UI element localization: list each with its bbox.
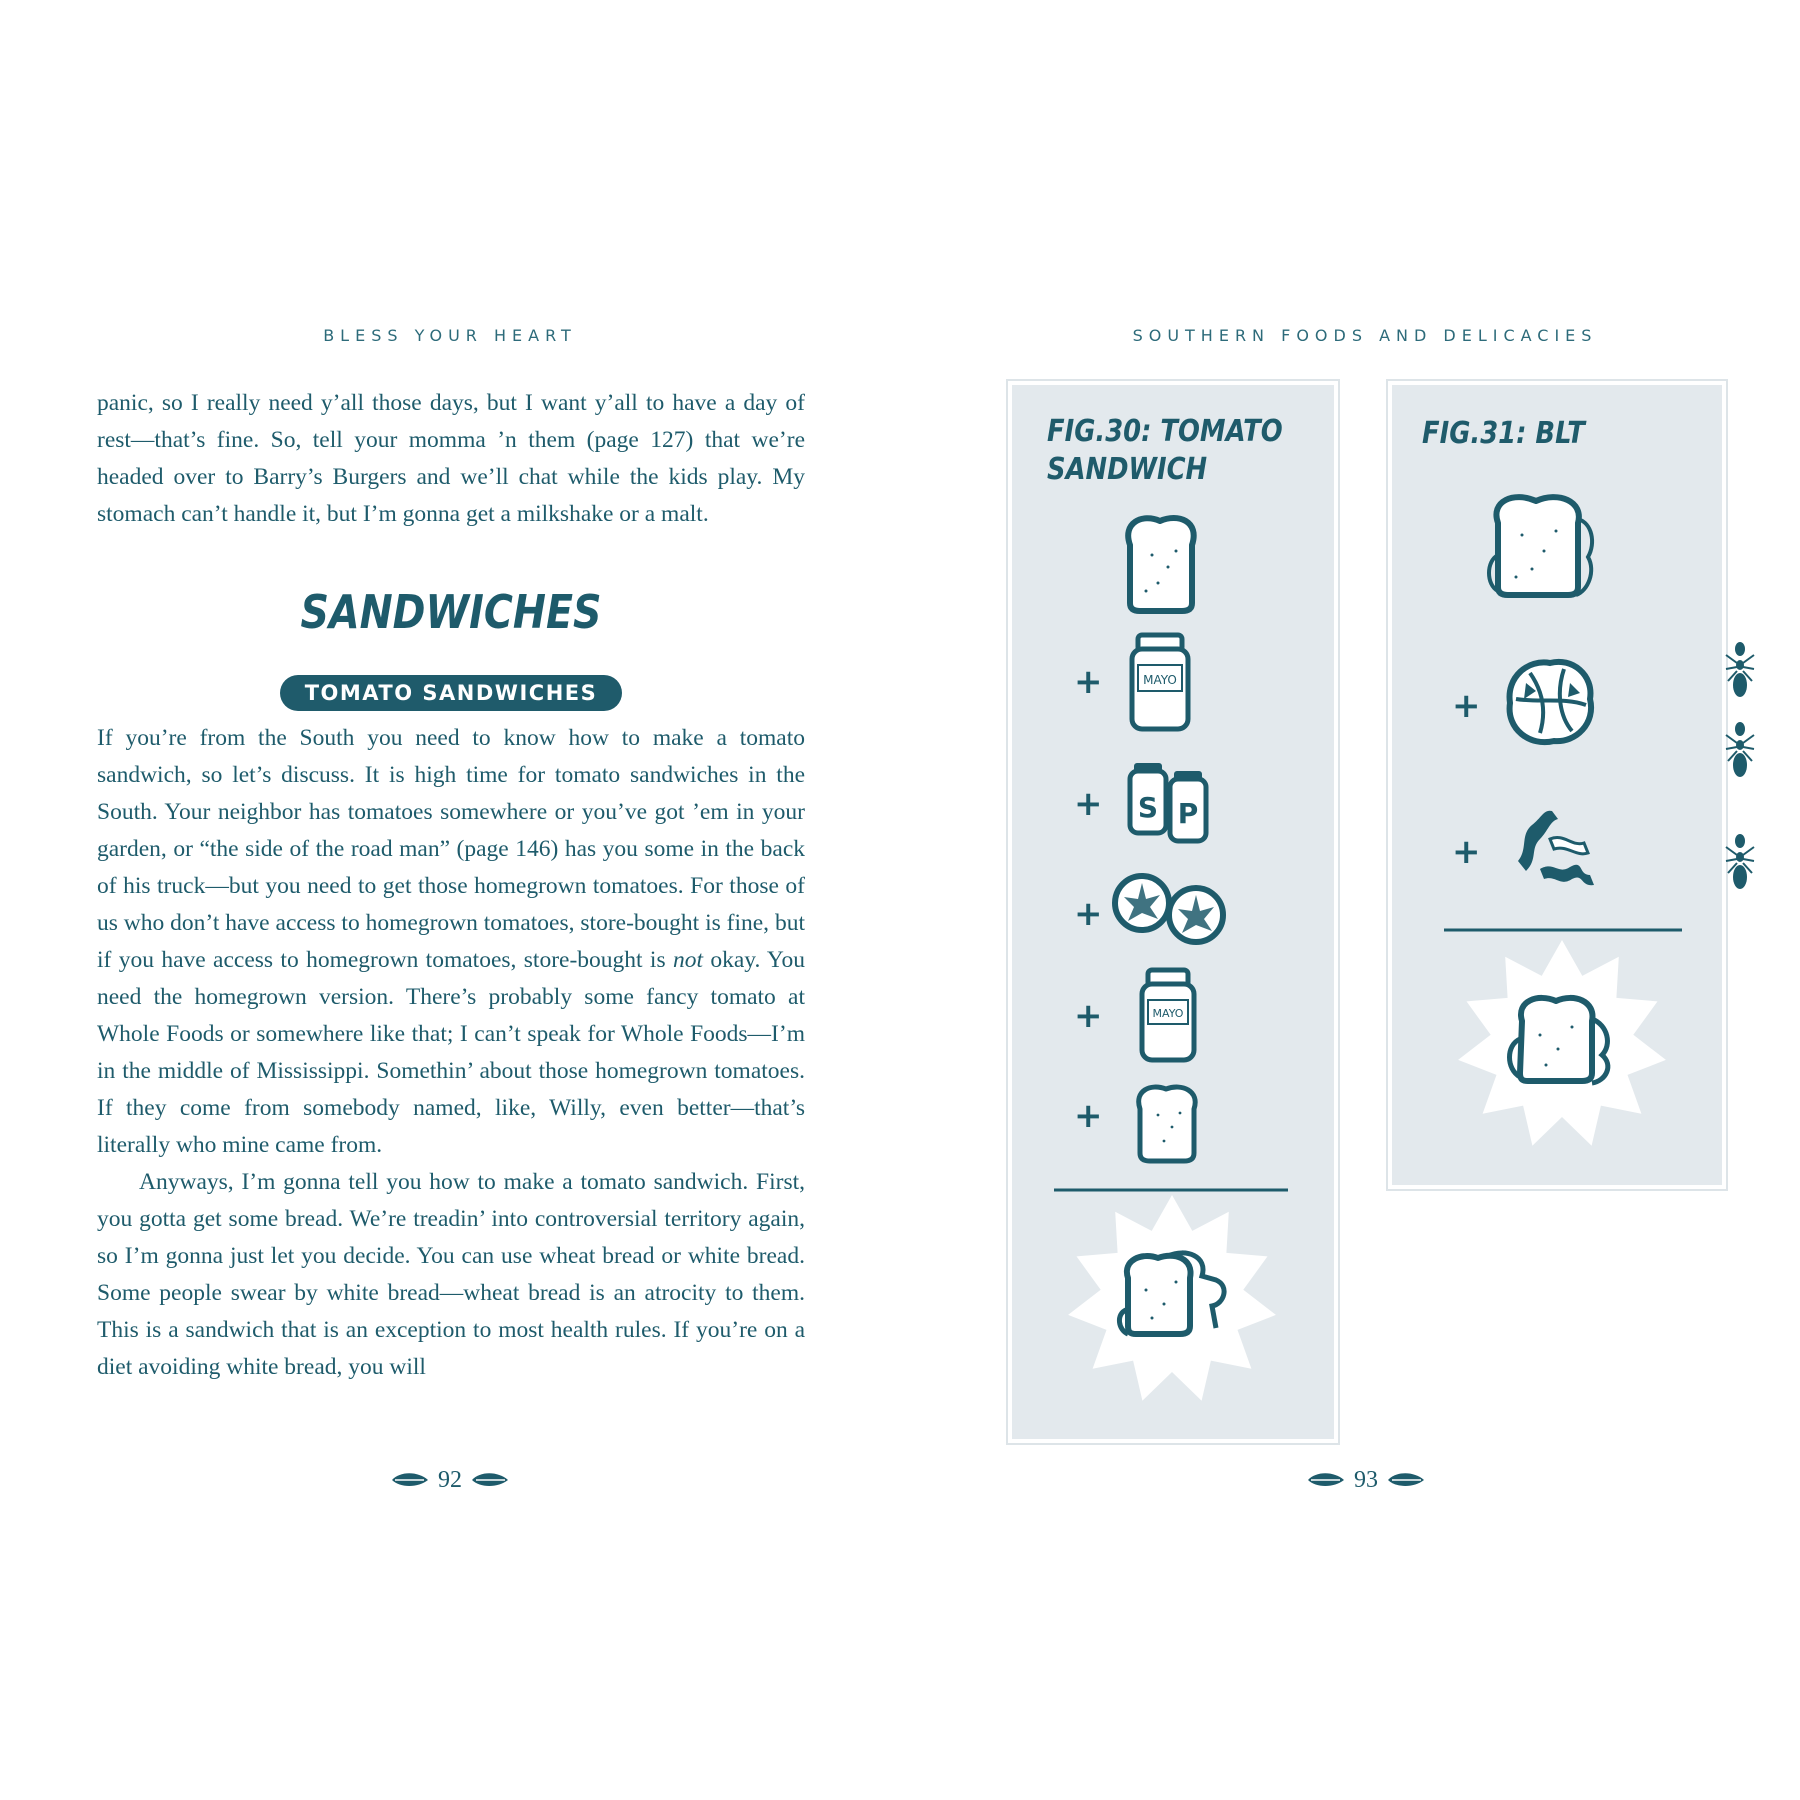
folio-left (350, 1462, 550, 1498)
bread-slice-icon (1128, 518, 1194, 611)
paragraph-2: Anyways, I’m gonna tell you how to make a tomato sandwich. First, you gotta get some bread. We’re treadin’ into controversial territory again, so I’m gonna just let you decide. You can use wheat bread or white bread. Some people swear by white bread—wheat bread is an atrocity to them. This is a sandwich that is an exception to most health rules. If you’re on a diet avoiding white bread, you will (97, 1169, 805, 1380)
plus-icon: + (1074, 996, 1103, 1036)
bacon-icon (1518, 811, 1594, 886)
running-head-left: BLESS YOUR HEART (323, 326, 577, 345)
pepper-label: P (1177, 797, 1199, 830)
paragraph-1-part1: If you’re from the South you need to know how to make a tomato sandwich, so let’s discuss. It is high time for tomato sandwiches in the South. Your neighbor has tomatoes somewhere or you’ve got ’em in your garden, or “the side of the road man” (page 146) has you some in the back of his truck—but you need to get those homegrown tomatoes. For those of us who don’t have access to homegrown tomatoes, store-bought is fine, but if you have access to homegrown tomatoes, store-bought is (97, 725, 805, 973)
leaf-ornament-right-icon (470, 1470, 510, 1490)
leaf-ornament-left-icon (390, 1470, 430, 1490)
salt-label: S (1137, 791, 1159, 824)
paragraph-1-part2: okay. You need the homegrown version. There’s probably some fancy tomato at Whole Foods or somewhere like that; I can’t speak for Whole Foods—I’m in the middle of Mississippi. Somethin’ about those homegrown tomatoes. If they come from somebody named, like, Willy, even better—that’s literally who mine came from. (97, 947, 805, 1158)
plus-icon: + (1452, 832, 1481, 872)
fig-30-panel (1012, 385, 1334, 1439)
leaf-ornament-left-icon (1306, 1470, 1346, 1490)
fig-30-illustration (1012, 385, 1334, 1439)
mayo-label-2: MAYO (1152, 1007, 1184, 1020)
ants-decoration (1722, 635, 1762, 915)
folio-right (1266, 1462, 1466, 1498)
bread-slice-icon (1139, 1087, 1195, 1161)
ant-icon (1726, 722, 1754, 777)
mayo-jar-icon (1142, 970, 1194, 1060)
plus-icon: + (1452, 686, 1481, 726)
intro-paragraph (97, 385, 805, 533)
plus-icon: + (1074, 894, 1103, 934)
salt-and-pepper-icon (1130, 763, 1206, 841)
paragraph-1 (97, 720, 805, 1164)
plus-icon: + (1074, 1096, 1103, 1136)
running-head-right: SOUTHERN FOODS AND DELICACIES (1132, 326, 1598, 345)
plus-icon: + (1074, 662, 1103, 702)
ant-icon (1726, 834, 1754, 889)
fig-31-title: FIG.31: BLT (1422, 416, 1585, 451)
intro-paragraph-text: panic, so I really need y’all those days, but I want y’all to have a day of rest—that’s fine. So, tell your momma ’n them (page 127) that we’re headed over to Barry’s Burgers and we’ll chat while the kids play. My stomach can’t handle it, but I’m gonna get a milkshake or a malt. (97, 390, 805, 527)
page-number-left: 92 (438, 1466, 462, 1493)
paragraph-1-emphasis: not (672, 947, 703, 973)
plus-icon: + (1074, 784, 1103, 824)
fig-31-illustration (1392, 385, 1722, 1185)
tomato-sandwich-icon (1068, 1195, 1276, 1401)
ant-icon (1726, 642, 1754, 697)
subsection-badge: TOMATO SANDWICHES (280, 675, 622, 711)
lettuce-icon (1510, 662, 1592, 742)
mayo-label-1: MAYO (1143, 673, 1177, 687)
tomato-slices-icon (1115, 876, 1223, 942)
leaf-ornament-right-icon (1386, 1470, 1426, 1490)
main-text (97, 720, 805, 1386)
page-number-right: 93 (1354, 1466, 1378, 1493)
bread-slice-icon (1489, 497, 1592, 595)
blt-sandwich-icon (1458, 940, 1666, 1146)
section-title: SANDWICHES (300, 585, 602, 639)
fig-30-title-line2: SANDWICH (1047, 452, 1208, 487)
mayo-jar-icon (1132, 635, 1188, 729)
fig-30-title-line1: FIG.30: TOMATO (1047, 414, 1283, 449)
fig-31-panel (1392, 385, 1722, 1185)
